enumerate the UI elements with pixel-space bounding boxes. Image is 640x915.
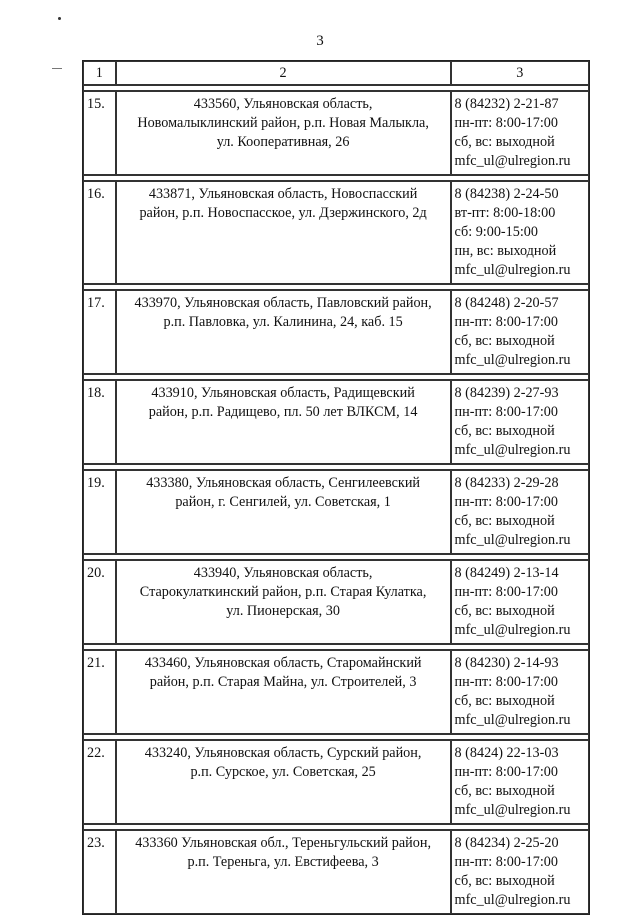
contact-line: пн-пт: 8:00-17:00 (454, 674, 558, 690)
address-cell (116, 470, 451, 554)
contact-line: mfc_ul@ulregion.ru (454, 892, 571, 908)
address-cell (116, 181, 451, 284)
contacts-cell (451, 380, 589, 464)
contacts-cell (451, 470, 589, 554)
contact-line: сб, вс: выходной (454, 333, 555, 349)
contact-line: mfc_ul@ulregion.ru (454, 802, 571, 818)
contact-line: 8 (84248) 2-20-57 (454, 295, 559, 311)
address-line: ул. Кооперативная, 26 (216, 134, 350, 150)
contact-line: пн-пт: 8:00-17:00 (454, 584, 558, 600)
contact-line: пн-пт: 8:00-17:00 (454, 494, 558, 510)
contact-line: сб, вс: выходной (454, 134, 555, 150)
address-line: р.п. Сурское, ул. Советская, 25 (190, 764, 376, 780)
address-line: 433380, Ульяновская область, Сенгилеевский (146, 475, 421, 491)
address-line: район, р.п. Старая Майна, ул. Строителей, 3 (149, 674, 417, 690)
address-cell (116, 91, 451, 175)
address-line: район, р.п. Радищево, пл. 50 лет ВЛКСМ, 14 (148, 404, 418, 420)
header-col-1: 1 (83, 61, 116, 85)
contact-line: 8 (84249) 2-13-14 (454, 565, 559, 581)
contacts-cell (451, 740, 589, 824)
contact-line: пн-пт: 8:00-17:00 (454, 115, 558, 131)
address-cell (116, 740, 451, 824)
address-line: ул. Пионерская, 30 (226, 603, 340, 619)
address-line: 433970, Ульяновская область, Павловский район, (134, 295, 432, 311)
contact-line: пн, вс: выходной (454, 243, 557, 259)
contact-line: сб, вс: выходной (454, 783, 555, 799)
table-row (83, 560, 589, 644)
contact-line: пн-пт: 8:00-17:00 (454, 764, 558, 780)
contacts-cell (451, 830, 589, 914)
contact-line: mfc_ul@ulregion.ru (454, 442, 571, 458)
contact-line: mfc_ul@ulregion.ru (454, 153, 571, 169)
contact-line: mfc_ul@ulregion.ru (454, 622, 571, 638)
table-row (83, 830, 589, 914)
row-number: 20. (83, 560, 116, 644)
scan-speck (58, 17, 61, 20)
address-cell (116, 290, 451, 374)
address-line: район, р.п. Новоспасское, ул. Дзержинского, 2д (139, 205, 427, 221)
header-col-2: 2 (116, 61, 451, 85)
address-cell (116, 380, 451, 464)
table-row (83, 740, 589, 824)
row-number: 22. (83, 740, 116, 824)
row-number: 23. (83, 830, 116, 914)
contact-line: пн-пт: 8:00-17:00 (454, 404, 558, 420)
table-row (83, 650, 589, 734)
contact-line: 8 (84239) 2-27-93 (454, 385, 559, 401)
row-number: 15. (83, 91, 116, 175)
address-line: Старокулаткинский район, р.п. Старая Кулатка, (139, 584, 427, 600)
address-line: район, г. Сенгилей, ул. Советская, 1 (175, 494, 391, 510)
contacts-cell (451, 560, 589, 644)
address-line: 433460, Ульяновская область, Старомайнский (144, 655, 422, 671)
address-line: 433560, Ульяновская область, (193, 96, 373, 112)
contact-line: сб: 9:00-15:00 (454, 224, 538, 240)
address-line: р.п. Тереньга, ул. Евстифеева, 3 (187, 854, 379, 870)
contact-line: 8 (84230) 2-14-93 (454, 655, 559, 671)
address-line: 433360 Ульяновская обл., Тереньгульский район, (135, 835, 431, 851)
contact-line: пн-пт: 8:00-17:00 (454, 854, 558, 870)
table-header-row (83, 61, 589, 85)
contact-line: сб, вс: выходной (454, 693, 555, 709)
table-row (83, 91, 589, 175)
contact-line: mfc_ul@ulregion.ru (454, 262, 571, 278)
contact-line: сб, вс: выходной (454, 873, 555, 889)
contact-line: 8 (84234) 2-25-20 (454, 835, 559, 851)
address-line: 433240, Ульяновская область, Сурский район, (144, 745, 422, 761)
address-line: Новомалыклинский район, р.п. Новая Малыкла, (137, 115, 429, 131)
address-cell (116, 560, 451, 644)
table-row (83, 181, 589, 284)
contact-line: вт-пт: 8:00-18:00 (454, 205, 556, 221)
address-line: 433940, Ульяновская область, (193, 565, 373, 581)
offices-table (82, 60, 590, 915)
table-row (83, 470, 589, 554)
contact-line: 8 (8424) 22-13-03 (454, 745, 559, 761)
address-line: 433871, Ульяновская область, Новоспасский (148, 186, 418, 202)
contact-line: сб, вс: выходной (454, 423, 555, 439)
header-col-3: 3 (451, 61, 589, 85)
contact-line: 8 (84238) 2-24-50 (454, 186, 559, 202)
contact-line: mfc_ul@ulregion.ru (454, 712, 571, 728)
address-line: 433910, Ульяновская область, Радищевский (151, 385, 415, 401)
table-row (83, 380, 589, 464)
contacts-cell (451, 181, 589, 284)
page-number: 3 (316, 33, 324, 49)
contact-line: пн-пт: 8:00-17:00 (454, 314, 558, 330)
contact-line: сб, вс: выходной (454, 513, 555, 529)
contact-line: 8 (84232) 2-21-87 (454, 96, 559, 112)
scan-dash (52, 68, 62, 69)
row-number: 16. (83, 181, 116, 284)
contact-line: 8 (84233) 2-29-28 (454, 475, 559, 491)
row-number: 21. (83, 650, 116, 734)
address-cell (116, 650, 451, 734)
table-row (83, 290, 589, 374)
address-cell (116, 830, 451, 914)
contacts-cell (451, 91, 589, 175)
contact-line: сб, вс: выходной (454, 603, 555, 619)
address-line: р.п. Павловка, ул. Калинина, 24, каб. 15 (163, 314, 403, 330)
row-number: 17. (83, 290, 116, 374)
contacts-cell (451, 650, 589, 734)
contact-line: mfc_ul@ulregion.ru (454, 532, 571, 548)
contact-line: mfc_ul@ulregion.ru (454, 352, 571, 368)
row-number: 19. (83, 470, 116, 554)
contacts-cell (451, 290, 589, 374)
row-number: 18. (83, 380, 116, 464)
